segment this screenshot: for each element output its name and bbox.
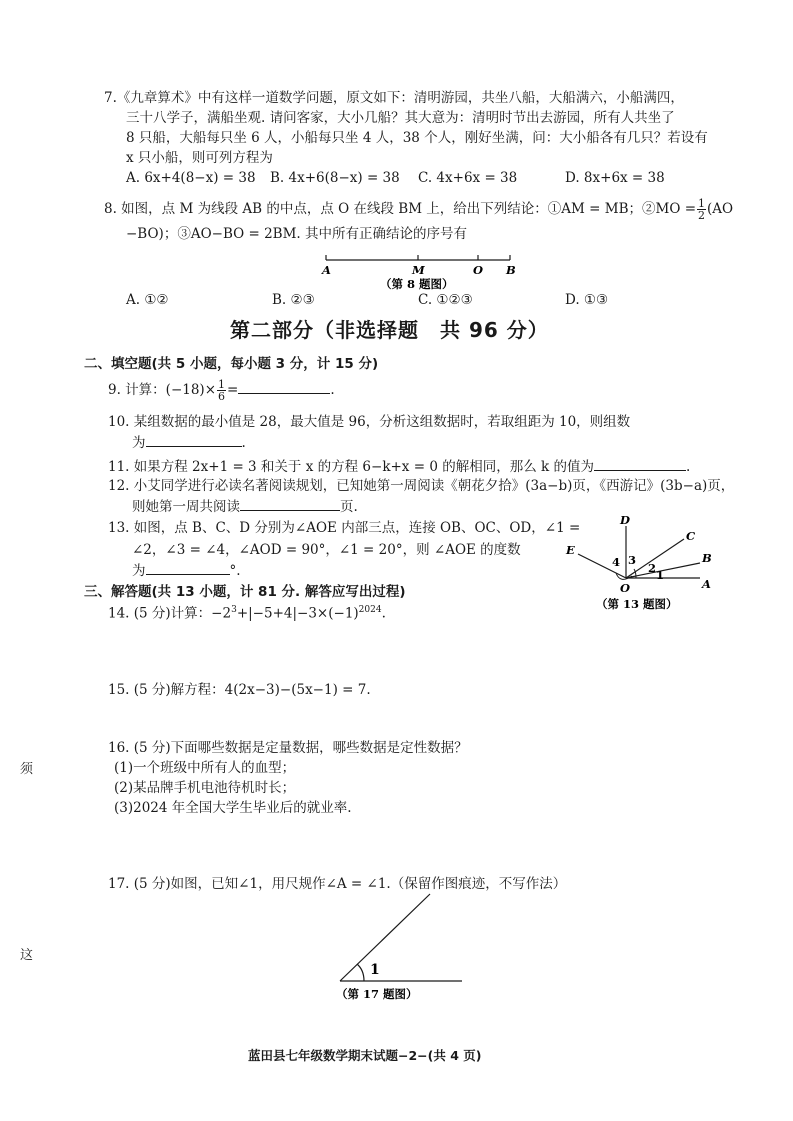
q17-angle-label: 1 xyxy=(370,962,380,978)
q8-option-a: A. ①② xyxy=(126,292,169,308)
q13-label-b: B xyxy=(702,551,712,565)
q10-line2-text: 为 xyxy=(132,435,146,451)
q8-fig-caption: （第 8 题图） xyxy=(380,277,454,291)
q7-option-d: D. 8x+6x = 38 xyxy=(565,170,665,186)
q17-figure xyxy=(330,886,480,1006)
q9-frac-den: 6 xyxy=(218,390,226,403)
q8-line1 xyxy=(104,196,733,222)
q8-label-o: O xyxy=(473,263,484,277)
side-char-2: 这 xyxy=(20,948,34,963)
q13-angle-2: 2 xyxy=(648,561,657,575)
q9-frac-num: 1 xyxy=(218,378,226,391)
q8-fraction xyxy=(697,198,706,221)
q14-exp2: 2024 xyxy=(358,605,382,615)
q13-angle-3: 3 xyxy=(628,553,637,567)
section2-heading: 二、填空题(共 5 小题，每小题 3 分，计 15 分) xyxy=(84,356,379,372)
q8-label-m: M xyxy=(412,263,425,277)
q7-line2: 三十八学子，满船坐观. 请问客家，大小几船？其大意为：清明时节出去游园，所有人共坐了 xyxy=(126,110,675,126)
q9-pre: 9. 计算：(−18)× xyxy=(108,382,217,398)
q8-line2: −BO)；③AO−BO = 2BM. 其中所有正确结论的序号有 xyxy=(126,226,467,242)
q13-angle-1: 1 xyxy=(656,568,665,582)
q14-exp1: 3 xyxy=(231,605,237,615)
q13-label-o: O xyxy=(620,581,631,595)
q16-item-2: (2)某品牌手机电池待机时长； xyxy=(114,780,296,796)
q9 xyxy=(108,376,335,404)
q13-line3-text: 为 xyxy=(132,563,146,579)
q9-post: = xyxy=(227,382,239,398)
q9-end: . xyxy=(330,382,335,398)
q17-angle-arc xyxy=(357,964,364,981)
q7-option-b: B. 4x+6(8−x) = 38 xyxy=(270,170,400,186)
q16-head: 16. (5 分)下面哪些数据是定量数据，哪些数据是定性数据？ xyxy=(108,740,468,756)
q8-label-a: A xyxy=(322,263,331,277)
q13-label-e: E xyxy=(566,543,575,557)
q9-answer-blank[interactable] xyxy=(238,379,330,394)
q7-line4: x 只小船，则可列方程为 xyxy=(126,150,273,166)
q7-option-c: C. 4x+6x = 38 xyxy=(418,170,518,186)
q14-end: . xyxy=(381,605,386,622)
q14-pre: 14. (5 分)计算：−2 xyxy=(108,605,232,622)
q10-answer-blank[interactable] xyxy=(146,432,242,447)
q13-line3 xyxy=(132,560,241,581)
q13-label-c: C xyxy=(686,529,696,543)
q8-option-d: D. ①③ xyxy=(565,292,609,308)
side-char-1: 须 xyxy=(20,762,34,777)
q12-end: 页. xyxy=(340,499,358,515)
q16-item-3: (3)2024 年全国大学生毕业后的就业率. xyxy=(114,800,352,816)
q13-angle-4: 4 xyxy=(612,555,621,569)
q13-label-d: D xyxy=(620,513,630,527)
q11 xyxy=(108,456,690,477)
section3-heading: 三、解答题(共 13 小题，计 81 分. 解答应写出过程) xyxy=(84,584,406,600)
q10-line2 xyxy=(132,432,246,453)
q11-answer-blank[interactable] xyxy=(594,456,686,471)
q13-end: °. xyxy=(229,563,241,579)
q9-fraction xyxy=(217,379,226,402)
q14 xyxy=(108,600,386,624)
q8-option-b: B. ②③ xyxy=(272,292,315,308)
q17: 17. (5 分)如图，已知∠1，用尺规作∠A = ∠1.（保留作图痕迹，不写作法） xyxy=(108,876,567,892)
q13-fig-caption: （第 13 题图） xyxy=(596,597,678,611)
q7-line3: 8 只船，大船每只坐 6 人，小船每只坐 4 人，38 个人，刚好坐满，问：大小船各有几只？若设有 xyxy=(126,130,708,146)
q8-figure xyxy=(310,248,530,298)
q8-line1-pre: 8. 如图，点 M 为线段 AB 的中点，点 O 在线段 BM 上，给出下列结论：①AM = MB；②MO = xyxy=(104,201,697,217)
q13-line1: 13. 如图，点 B、C、D 分别为∠AOE 内部三点，连接 OB、OC、OD，∠1 = xyxy=(108,520,581,536)
part2-title: 第二部分（非选择题 共 96 分） xyxy=(230,318,549,342)
q8-frac-den: 2 xyxy=(698,209,706,222)
q13-line2: ∠2，∠3 = ∠4，∠AOD = 90°，∠1 = 20°，则 ∠AOE 的度数 xyxy=(132,542,521,558)
q12-answer-blank[interactable] xyxy=(240,496,340,511)
q7-line1: 7.《九章算术》中有这样一道数学问题，原文如下：清明游园，共坐八船，大船满六，小船满四， xyxy=(104,90,684,106)
q8-option-c: C. ①②③ xyxy=(418,292,473,308)
q7-option-a: A. 6x+4(8−x) = 38 xyxy=(126,170,256,186)
q13-answer-blank[interactable] xyxy=(146,560,230,575)
q15: 15. (5 分)解方程：4(2x−3)−(5x−1) = 7. xyxy=(108,682,371,698)
q8-label-b: B xyxy=(506,263,516,277)
q8-frac-num: 1 xyxy=(698,197,706,210)
q10-end: . xyxy=(241,435,246,451)
page-footer: 蓝田县七年级数学期末试题−2−(共 4 页) xyxy=(248,1048,482,1063)
q11-text: 11. 如果方程 2x+1 = 3 和关于 x 的方程 6−k+x = 0 的解相同，那么 k 的值为 xyxy=(108,459,594,475)
q14-mid: +|−5+4|−3×(−1) xyxy=(236,605,359,622)
q13-figure xyxy=(560,512,720,612)
q16-item-1: (1)一个班级中所有人的血型； xyxy=(114,760,296,776)
q12-line2 xyxy=(132,496,358,517)
q12-line1: 12. 小艾同学进行必读名著阅读规划，已知她第一周阅读《朝花夕拾》(3a−b)页，《西游记》(3b−a)页， xyxy=(108,478,735,494)
q10-line1: 10. 某组数据的最小值是 28，最大值是 96，分析这组数据时，若取组距为 10，则组数 xyxy=(108,414,631,430)
q12-line2-text: 则她第一周共阅读 xyxy=(132,499,240,515)
q13-label-a: A xyxy=(702,577,711,591)
q8-line1-post: (AO xyxy=(707,201,734,217)
q11-end: . xyxy=(685,459,691,475)
q17-ray-upper xyxy=(340,894,430,981)
q17-fig-caption: （第 17 题图） xyxy=(336,987,418,1001)
